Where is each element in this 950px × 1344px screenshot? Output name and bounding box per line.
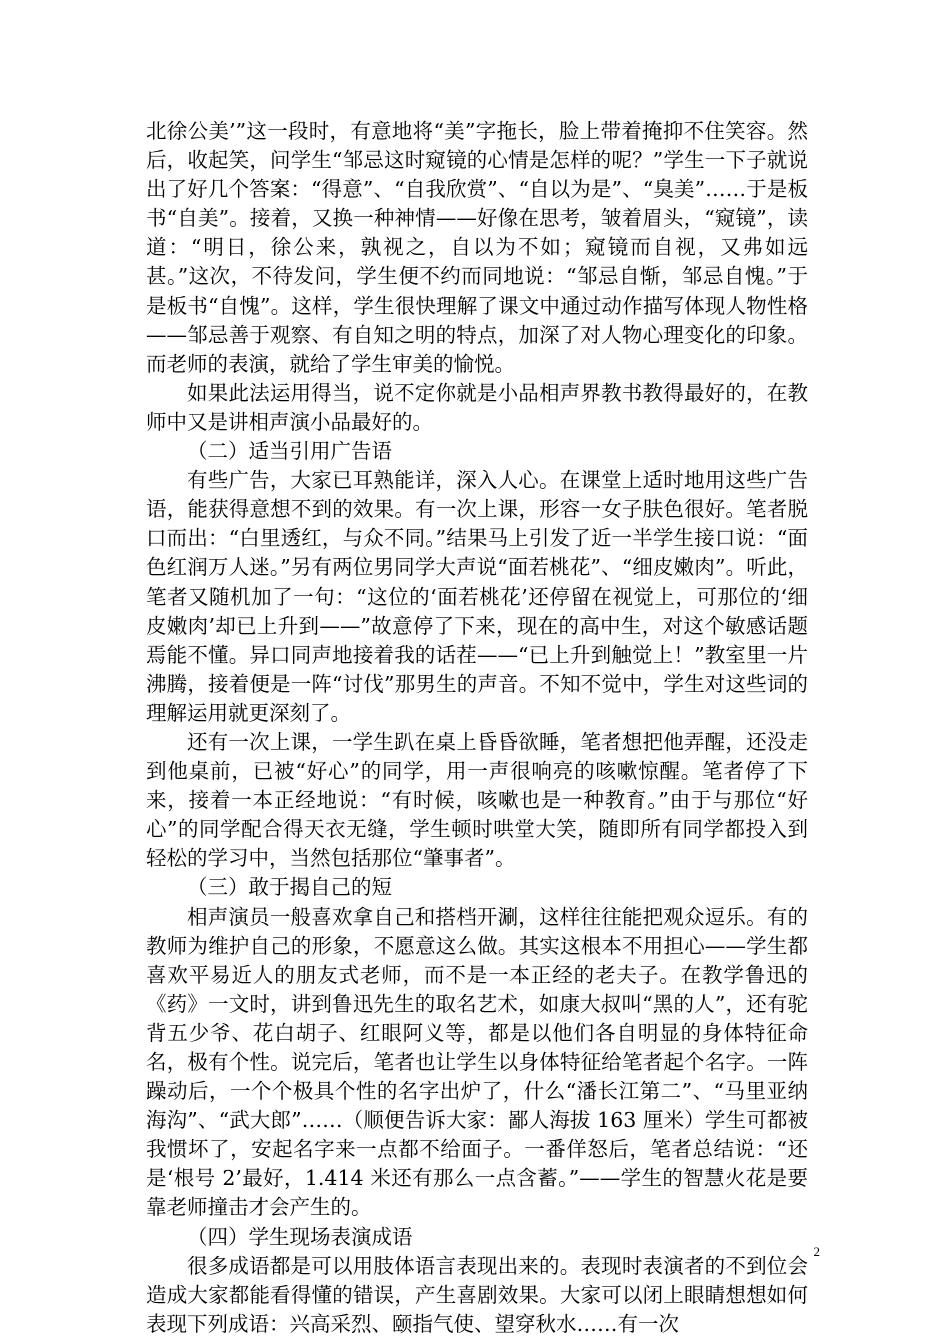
body-text <box>146 117 808 1339</box>
paragraph-continued: 北徐公美’”这一段时，有意地将“美”字拖长，脸上带着掩抑不住笑容。然后，收起笑，问学生“邹忌这时窥镜的心情是怎样的呢？”学生一下子就说出了好几个答案：“得意”、“自我欣赏”、“自以为是”、“臭美”……于是板书“自美”。接着，又换一种神情——好像在思考，皱着眉头，“窥镜”，读道：“明日，徐公来，孰视之，自以为不如；窥镜而自视，又弗如远甚。”这次，不待发问，学生便不约而同地说：“邹忌自惭，邹忌自愧。”于是板书“自愧”。这样，学生很快理解了课文中通过动作描写体现人物性格——邹忌善于观察、有自知之明的特点，加深了对人物心理变化的印象。而老师的表演，就给了学生审美的愉悦。 <box>146 119 808 376</box>
paragraph: 有些广告，大家已耳熟能详，深入人心。在课堂上适时地用这些广告语，能获得意想不到的效果。有一次上课，形容一女子肤色很好。笔者脱口而出：“白里透红，与众不同。”结果马上引发了近一半学生接口说：“面色红润万人迷。”另有两位男同学大声说“面若桃花”、“细皮嫩肉”。听此，笔者又随机加了一句：“这位的‘面若桃花’还停留在视觉上，可那位的‘细皮嫩肉’却已上升到——”故意停了下来，现在的高中生，对这个敏感话题焉能不懂。异口同声地接着我的话茬——“已上升到触觉上！”教室里一片沸腾，接着便是一阵“讨伐”那男生的声音。不知不觉中，学生对这些词的理解运用就更深刻了。 <box>146 468 808 725</box>
section-heading-4: （四）学生现场表演成语 <box>187 1224 413 1249</box>
paragraph: 相声演员一般喜欢拿自己和搭档开涮，这样往往能把观众逗乐。有的教师为维护自己的形象，不愿意这么做。其实这根本不用担心——学生都喜欢平易近人的朋友式老师，而不是一本正经的老夫子。在教学鲁迅的《药》一文时，讲到鲁迅先生的取名艺术，如康大叔叫“黑的人”，还有驼背五少爷、花白胡子、红眼阿义等，都是以他们各自明显的身体特征命名，极有个性。说完后，笔者也让学生以身体特征给笔者起个名字。一阵躁动后，一个个极具个性的名字出炉了，什么“潘长江第二”、“马里亚纳海沟”、“武大郎”……（顺便告诉大家：鄙人海拔 163 厘米）学生可都被我惯坏了，安起名字来一点都不给面子。一番佯怒后，笔者总结说：“还是‘根号 2’最好，1.414 米还有那么一点含蓄。”——学生的智慧火花是要靠老师撞击才会产生的。 <box>146 904 808 1220</box>
paragraph: 如果此法运用得当，说不定你就是小品相声界教书教得最好的，在教师中又是讲相声演小品最好的。 <box>146 380 808 434</box>
section-heading-3: （三）敢于揭自己的短 <box>187 875 392 900</box>
section-heading-2: （二）适当引用广告语 <box>187 439 392 464</box>
page-number: 2 <box>813 1244 820 1259</box>
paragraph: 还有一次上课，一学生趴在桌上昏昏欲睡，笔者想把他弄醒，还没走到他桌前，已被“好心”的同学，用一声很响亮的咳嗽惊醒。笔者停了下来，接着一本正经地说：“有时候，咳嗽也是一种教育。”由于与那位“好心”的同学配合得天衣无缝，学生顿时哄堂大笑，随即所有同学都投入到轻松的学习中，当然包括那位“肇事者”。 <box>146 729 808 871</box>
paragraph: 很多成语都是可以用肢体语言表现出来的。表现时表演者的不到位会造成大家都能看得懂的错误，产生喜剧效果。大家可以闭上眼睛想想如何表现下列成语：兴高采烈、颐指气使、望穿秋水……有一次 <box>146 1253 808 1336</box>
